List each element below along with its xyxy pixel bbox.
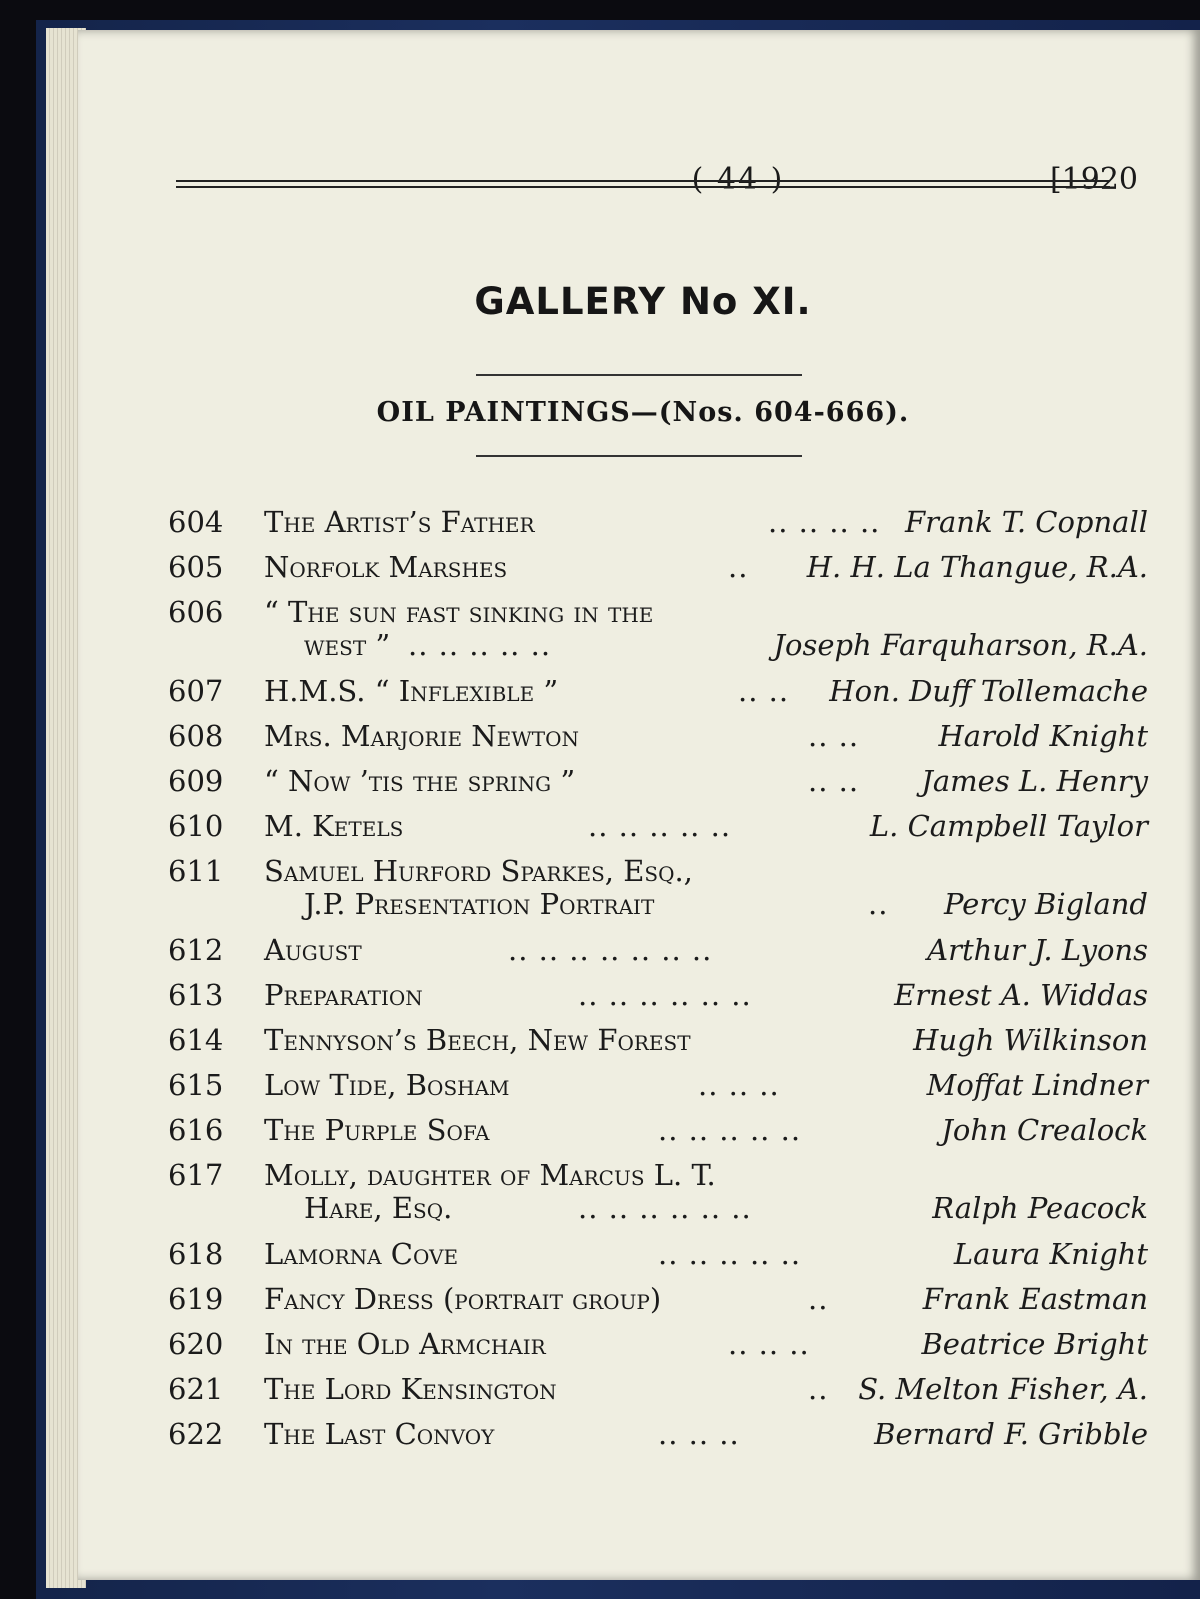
catalogue-entry <box>168 714 1148 759</box>
entry-title: Mrs. Marjorie Newton <box>264 719 580 753</box>
catalogue-entry <box>168 1412 1148 1457</box>
entry-artist: Arthur J. Lyons <box>927 933 1148 967</box>
entry-title: The Lord Kensington <box>264 1372 557 1406</box>
leader-dots: .. .. .. .. .. .. <box>578 1191 752 1225</box>
entries-list <box>168 500 1148 1457</box>
leader-dots: .. .. <box>808 719 860 753</box>
entry-artist: Beatrice Bright <box>921 1327 1148 1361</box>
leader-dots: .. .. .. <box>728 1327 810 1361</box>
entry-number: 618 <box>168 1237 224 1271</box>
entry-artist: H. H. La Thangue, R.A. <box>806 550 1148 584</box>
entry-title-continued: J.P. Presentation Portrait <box>304 887 655 921</box>
leader-dots: .. .. .. .. .. <box>658 1237 802 1271</box>
leader-dots: .. .. .. .. .. .. .. <box>508 933 713 967</box>
leader-dots: .. .. .. .. .. .. <box>578 978 752 1012</box>
catalogue-entry <box>168 545 1148 590</box>
entry-title: Norfolk Marshes <box>264 550 508 584</box>
entry-artist: Harold Knight <box>938 719 1148 753</box>
entry-title: The Last Convoy <box>264 1417 495 1451</box>
entry-title: H.M.S. “ Inflexible ” <box>264 674 559 708</box>
entry-title-continued: Hare, Esq. <box>304 1191 453 1225</box>
entry-number: 614 <box>168 1023 224 1057</box>
catalogue-page <box>78 30 1200 1580</box>
catalogue-entry <box>168 1322 1148 1367</box>
catalogue-entry <box>168 1108 1148 1153</box>
entry-title: Low Tide, Bosham <box>264 1068 510 1102</box>
catalogue-entry <box>168 849 1148 928</box>
entry-artist: Frank T. Copnall <box>905 505 1148 539</box>
entry-artist: Ernest A. Widdas <box>894 978 1148 1012</box>
entry-number: 606 <box>168 595 224 629</box>
entry-artist: James L. Henry <box>921 764 1148 798</box>
entry-title: The Purple Sofa <box>264 1113 490 1147</box>
entry-number: 612 <box>168 933 224 967</box>
entry-title: Preparation <box>264 978 423 1012</box>
entry-number: 609 <box>168 764 224 798</box>
entry-artist: John Crealock <box>941 1113 1148 1147</box>
entry-number: 613 <box>168 978 224 1012</box>
entry-number: 610 <box>168 809 224 843</box>
entry-artist: Moffat Lindner <box>926 1068 1148 1102</box>
entry-artist: Hon. Duff Tollemache <box>829 674 1148 708</box>
entry-number: 605 <box>168 550 224 584</box>
leader-dots: .. .. .. <box>698 1068 780 1102</box>
entry-title: Tennyson’s Beech, New Forest <box>264 1023 691 1057</box>
entry-title: “ Now ’tis the spring ” <box>264 764 576 798</box>
entry-artist: Joseph Farquharson, R.A. <box>773 628 1148 662</box>
entry-title: In the Old Armchair <box>264 1327 546 1361</box>
leader-dots: .. <box>808 1372 829 1406</box>
leader-dots: .. <box>728 550 749 584</box>
leader-dots: .. .. .. .. .. <box>408 628 552 662</box>
catalogue-entry <box>168 1153 1148 1232</box>
entry-number: 611 <box>168 854 224 888</box>
entry-artist: L. Campbell Taylor <box>869 809 1148 843</box>
entry-number: 617 <box>168 1158 224 1192</box>
catalogue-entry <box>168 973 1148 1018</box>
leader-dots: .. .. .. <box>658 1417 740 1451</box>
catalogue-entry <box>168 804 1148 849</box>
title-rule-bottom <box>476 455 802 457</box>
catalogue-entry <box>168 500 1148 545</box>
catalogue-entry <box>168 1367 1148 1412</box>
leader-dots: .. .. .. .. <box>768 505 881 539</box>
entry-number: 615 <box>168 1068 224 1102</box>
section-title: OIL PAINTINGS—(Nos. 604-666). <box>376 397 910 428</box>
entry-number: 616 <box>168 1113 224 1147</box>
entry-number: 622 <box>168 1417 224 1451</box>
catalogue-entry <box>168 1063 1148 1108</box>
entry-artist: Ralph Peacock <box>932 1191 1148 1225</box>
gallery-title: GALLERY No XI. <box>474 280 812 323</box>
catalogue-entry <box>168 759 1148 804</box>
entry-artist: S. Melton Fisher, A. <box>858 1372 1148 1406</box>
entry-number: 619 <box>168 1282 224 1316</box>
entry-artist: Percy Bigland <box>943 887 1148 921</box>
leader-dots: .. <box>808 1282 829 1316</box>
entry-title: The Artist’s Father <box>264 505 535 539</box>
entry-title: M. Ketels <box>264 809 404 843</box>
entry-artist: Frank Eastman <box>922 1282 1148 1316</box>
leader-dots: .. .. <box>738 674 790 708</box>
entry-title: “ The sun fast sinking in the <box>264 595 654 629</box>
page-number: ( 44 ) <box>691 162 785 197</box>
entry-number: 604 <box>168 505 224 539</box>
title-rule-top <box>476 374 802 376</box>
entry-title: Fancy Dress (portrait group) <box>264 1282 662 1316</box>
entry-artist: Bernard F. Gribble <box>874 1417 1148 1451</box>
year-label: [1920 <box>1049 162 1138 197</box>
entry-number: 607 <box>168 674 224 708</box>
catalogue-entry <box>168 669 1148 714</box>
entry-artist: Hugh Wilkinson <box>913 1023 1148 1057</box>
catalogue-entry <box>168 928 1148 973</box>
entry-title: Molly, daughter of Marcus L. T. <box>264 1158 716 1192</box>
entry-title: Lamorna Cove <box>264 1237 459 1271</box>
catalogue-entry <box>168 1277 1148 1322</box>
entry-artist: Laura Knight <box>953 1237 1148 1271</box>
leader-dots: .. .. <box>808 764 860 798</box>
leader-dots: .. .. .. .. .. <box>588 809 732 843</box>
catalogue-entry <box>168 1018 1148 1063</box>
catalogue-entry <box>168 590 1148 669</box>
entry-title: Samuel Hurford Sparkes, Esq., <box>264 854 693 888</box>
entry-number: 608 <box>168 719 224 753</box>
entry-title: August <box>264 933 362 967</box>
leader-dots: .. <box>868 887 889 921</box>
catalogue-entry <box>168 1232 1148 1277</box>
entry-number: 621 <box>168 1372 224 1406</box>
header-rule <box>176 180 1110 188</box>
entry-title-continued: west ” <box>304 628 391 662</box>
leader-dots: .. .. .. .. .. <box>658 1113 802 1147</box>
entry-number: 620 <box>168 1327 224 1361</box>
